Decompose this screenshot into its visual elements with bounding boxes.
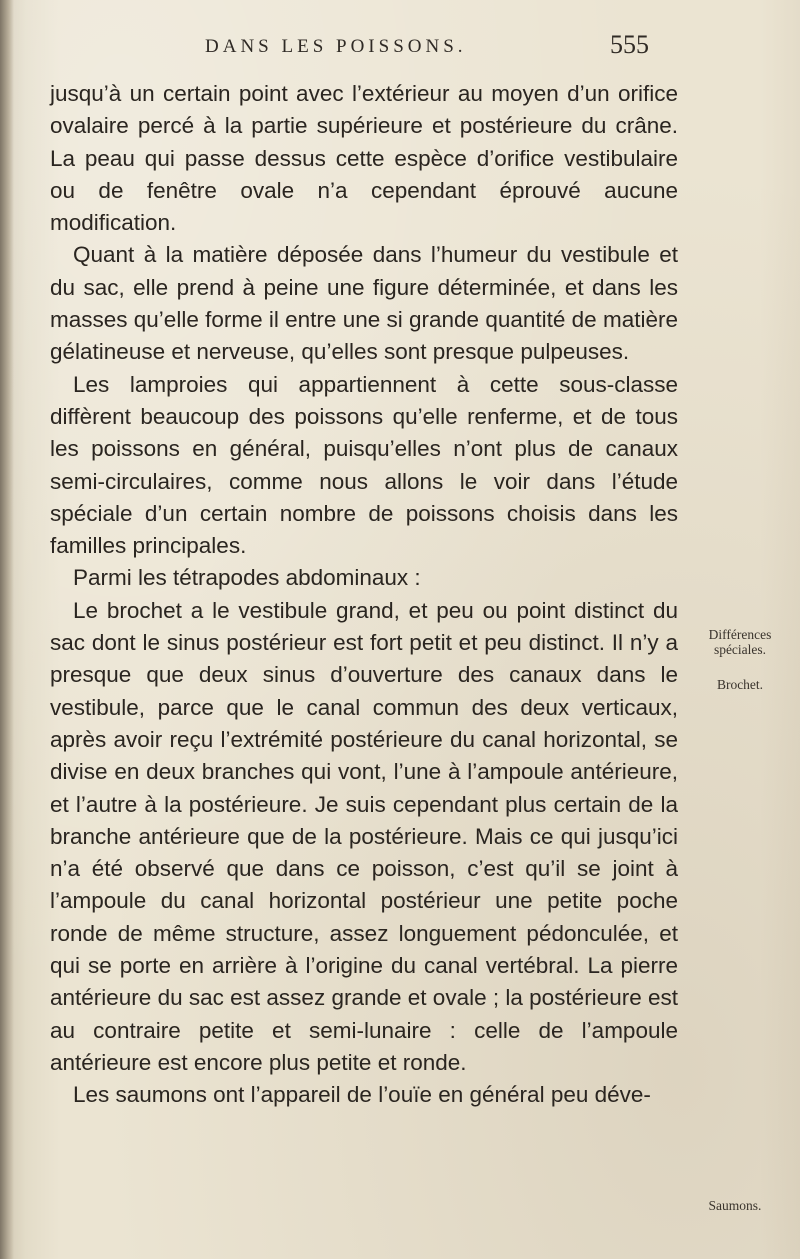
margin-note-differences: Différences spéciales. <box>708 627 772 657</box>
binding-edge <box>0 0 14 1259</box>
running-head: DANS LES POISSONS. <box>205 36 467 57</box>
paragraph-6: Les saumons ont l’appareil de l’ouïe en général peu déve- <box>73 1082 651 1108</box>
margin-note-brochet: Brochet. <box>716 677 764 692</box>
body-text <box>50 78 678 1112</box>
margin-note-saumons: Saumons. <box>708 1198 762 1213</box>
paragraph-3: Les lamproies qui appartiennent à cette sous-classe diffèrent beaucoup des poissons qu’elle renferme, et de tous les poissons en général, puisqu’elles n’ont plus de canaux semi-circulaires, comme nous allons le voir dans l’étude spéciale d’un certain nombre de poissons choisis dans les familles principales. <box>50 371 678 559</box>
paragraph-1: jusqu’à un certain point avec l’extérieur au moyen d’un orifice ovalaire percé à la partie supérieure et postérieure du crâne. La peau qui passe dessus cette espèce d’orifice vestibulaire ou de fenêtre ovale n’a cependant éprouvé aucune modification. <box>50 81 678 236</box>
paragraph-2: Quant à la matière déposée dans l’humeur du vestibule et du sac, elle prend à peine une figure déterminée, et dans les masses qu’elle forme il entre une si grande quantité de matière gélatineuse et nerveuse, qu’elles sont presque pulpeuses. <box>50 242 678 365</box>
paragraph-4: Parmi les tétrapodes abdominaux : <box>73 565 421 591</box>
page-header <box>0 30 800 66</box>
paragraph-5: Le brochet a le vestibule grand, et peu ou point distinct du sac dont le sinus postérieur est fort petit et peu distinct. Il n’y a presque que deux sinus d’ouverture des canaux dans le vestibule, parce que le canal commun des deux verticaux, après avoir reçu l’extrémité postérieure du canal horizontal, se divise en deux branches qui vont, l’une à l’ampoule antérieure, et l’autre à la postérieure. Je suis cependant plus certain de la branche antérieure que de la postérieure. Mais ce qui jusqu’ici n’a été observé que dans ce poisson, c’est qu’il se joint à l’ampoule du canal horizontal postérieur une petite poche ronde de même structure, assez longuement pédonculée, et qui se porte en arrière à l’origine du canal vertébral. La pierre antérieure du sac est assez grande et ovale ; la postérieure est au contraire petite et semi-lunaire : celle de l’ampoule antérieure est encore plus petite et ronde. <box>50 597 678 1075</box>
page-number: 555 <box>610 30 649 59</box>
